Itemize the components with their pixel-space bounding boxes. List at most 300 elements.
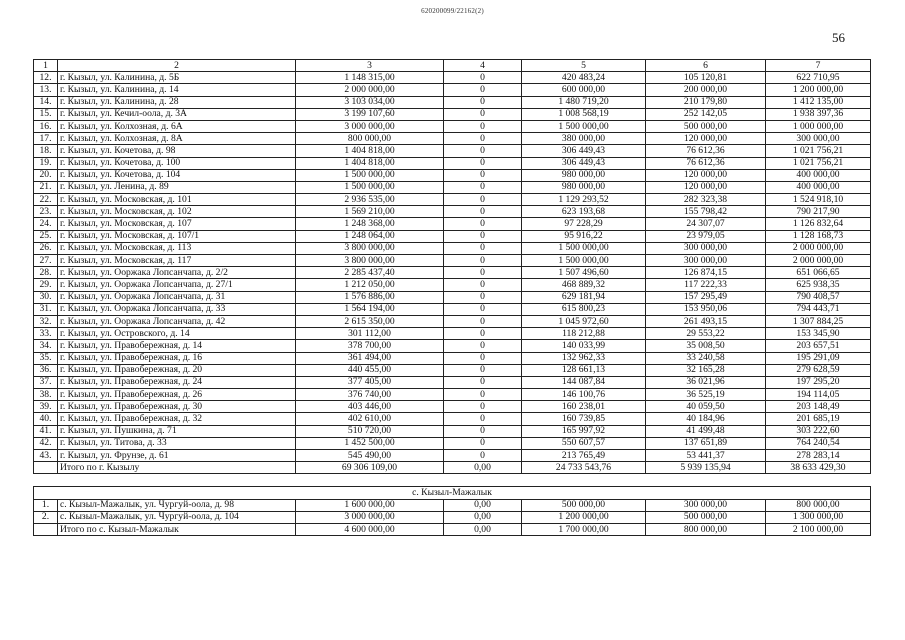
cell-col-7: 794 443,71 [766,303,871,315]
table-row [34,425,871,437]
cell-col-2: г. Кызыл, ул. Московская, д. 107/1 [58,230,296,242]
cell-col-6: 300 000,00 [646,255,766,267]
cell-col-6: 282 323,38 [646,194,766,206]
cell-col-7: 1 524 918,10 [766,194,871,206]
cell-col-2: г. Кызыл, ул. Правобережная, д. 30 [58,401,296,413]
cell-col-3: 1 564 194,00 [296,303,444,315]
cell-col-4: 0 [444,108,522,120]
section-title: с. Кызыл-Мажалык [34,487,871,499]
cell-col-2: г. Кызыл, ул. Московская, д. 107 [58,218,296,230]
cell-col-1: 12. [34,72,58,84]
cell-col-7: 203 148,49 [766,401,871,413]
cell-col-5: 132 962,33 [522,352,646,364]
spacer-row [34,474,871,487]
cell-col-7: 278 283,14 [766,450,871,462]
cell-col-6: 41 499,48 [646,425,766,437]
cell-col-4: 0 [444,352,522,364]
cell-col-3: 3 103 034,00 [296,96,444,108]
cell-col-2: г. Кызыл, ул. Кочетова, д. 104 [58,169,296,181]
document-id: 620200099/22162(2) [421,7,484,15]
cell-col-7: 651 066,65 [766,267,871,279]
cell-col-1: 41. [34,425,58,437]
cell-col-3: 4 600 000,00 [296,523,444,535]
cell-col-3: 440 455,00 [296,364,444,376]
cell-col-4: 0 [444,413,522,425]
cell-col-4: 0 [444,120,522,132]
cell-col-6: 300 000,00 [646,242,766,254]
table-row [34,401,871,413]
cell-col-3: 2 285 437,40 [296,267,444,279]
section-title-row [34,487,871,499]
cell-col-1: 25. [34,230,58,242]
cell-col-5: 1 480 719,20 [522,96,646,108]
cell-col-4: 0,00 [444,499,522,511]
cell-col-4: 0 [444,218,522,230]
cell-col-5: 623 193,68 [522,206,646,218]
cell-col-6: 155 798,42 [646,206,766,218]
cell-col-5: 1 500 000,00 [522,255,646,267]
cell-col-6: 40 059,50 [646,401,766,413]
cell-col-3: 800 000,00 [296,133,444,145]
cell-col-6: 500 000,00 [646,120,766,132]
cell-col-4: 0 [444,169,522,181]
cell-col-2: г. Кызыл, ул. Калинина, д. 28 [58,96,296,108]
total-row-mazhalyk [34,523,871,535]
cell-col-1: 14. [34,96,58,108]
table-row [34,108,871,120]
cell-col-7: 300 000,00 [766,133,871,145]
cell-col-6: 126 874,15 [646,267,766,279]
cell-col-7: 1 021 756,21 [766,145,871,157]
cell-col-4: 0 [444,267,522,279]
cell-col-1: 30. [34,291,58,303]
cell-col-1: 36. [34,364,58,376]
cell-col-7: 790 408,57 [766,291,871,303]
cell-col-1: 13. [34,84,58,96]
cell-col-6: 120 000,00 [646,181,766,193]
cell-col-5: 140 033,99 [522,340,646,352]
cell-col-5: 144 087,84 [522,376,646,388]
cell-col-5: 1 700 000,00 [522,523,646,535]
cell-col-1: 24. [34,218,58,230]
cell-col-4: 0 [444,194,522,206]
cell-col-7: 2 100 000,00 [766,523,871,535]
cell-col-5: 213 765,49 [522,450,646,462]
cell-col-6: 35 008,50 [646,340,766,352]
cell-col-3: 1 404 818,00 [296,157,444,169]
cell-col-7: 400 000,00 [766,169,871,181]
cell-col-2: г. Кызыл, ул. Ооржака Лопсанчапа, д. 27/1 [58,279,296,291]
cell-col-2: г. Кызыл, ул. Пушкина, д. 71 [58,425,296,437]
cell-col-6: 36 525,19 [646,389,766,401]
cell-col-1: 17. [34,133,58,145]
cell-col-1: 28. [34,267,58,279]
cell-col-2: г. Кызыл, ул. Ооржака Лопсанчапа, д. 2/2 [58,267,296,279]
cell-col-4: 0,00 [444,462,522,474]
cell-col-6: 252 142,05 [646,108,766,120]
cell-col-5: 468 889,32 [522,279,646,291]
cell-col-1: 34. [34,340,58,352]
page-number: 56 [832,30,845,45]
cell-col-5: 24 733 543,76 [522,462,646,474]
cell-col-7: 197 295,20 [766,376,871,388]
cell-col-2: г. Кызыл, ул. Московская, д. 101 [58,194,296,206]
table-row [34,255,871,267]
cell-col-2: г. Кызыл, ул. Колхозная, д. 8А [58,133,296,145]
cell-col-7: 764 240,54 [766,437,871,449]
table-row [34,145,871,157]
table-row [34,499,871,511]
budget-table [33,59,871,536]
cell-col-5: 306 449,43 [522,157,646,169]
cell-col-1: 38. [34,389,58,401]
cell-col-4: 0 [444,376,522,388]
table-row [34,303,871,315]
table-row [34,328,871,340]
cell-col-6: 500 000,00 [646,511,766,523]
cell-col-3: 301 112,00 [296,328,444,340]
table-row [34,242,871,254]
cell-col-2: г. Кызыл, ул. Титова, д. 33 [58,437,296,449]
cell-col-6: 76 612,36 [646,157,766,169]
cell-col-6: 33 240,58 [646,352,766,364]
cell-col-3: 2 936 535,00 [296,194,444,206]
cell-col-4: 0 [444,255,522,267]
cell-col-5: 1 045 972,60 [522,315,646,327]
cell-col-2: г. Кызыл, ул. Ооржака Лопсанчапа, д. 31 [58,291,296,303]
cell-col-4: 0 [444,145,522,157]
table-row [34,194,871,206]
cell-col-3: 1 500 000,00 [296,169,444,181]
cell-col-3: 2 615 350,00 [296,315,444,327]
cell-col-6: 53 441,37 [646,450,766,462]
cell-col-3: 376 740,00 [296,389,444,401]
cell-col-1: 19. [34,157,58,169]
table-row [34,352,871,364]
cell-col-6: 6 [646,60,766,72]
cell-col-6: 24 307,07 [646,218,766,230]
cell-col-7: 790 217,90 [766,206,871,218]
cell-col-6: 800 000,00 [646,523,766,535]
cell-col-5: 160 238,01 [522,401,646,413]
cell-col-7: 1 300 000,00 [766,511,871,523]
cell-col-5: 165 997,92 [522,425,646,437]
cell-col-3: 1 248 368,00 [296,218,444,230]
cell-col-6: 105 120,81 [646,72,766,84]
cell-col-7: 1 307 884,25 [766,315,871,327]
cell-col-4: 0,00 [444,523,522,535]
cell-col-3: 378 700,00 [296,340,444,352]
cell-col-7: 1 200 000,00 [766,84,871,96]
cell-col-7: 400 000,00 [766,181,871,193]
cell-col-7: 7 [766,60,871,72]
cell-col-3: 3 199 107,60 [296,108,444,120]
cell-col-7: 203 657,51 [766,340,871,352]
cell-col-2: с. Кызыл-Мажалык, ул. Чургуй-оола, д. 104 [58,511,296,523]
cell-col-3: 69 306 109,00 [296,462,444,474]
cell-col-4: 0 [444,425,522,437]
cell-col-6: 210 179,80 [646,96,766,108]
cell-col-1: 40. [34,413,58,425]
cell-col-5: 95 916,22 [522,230,646,242]
cell-col-4: 0 [444,437,522,449]
cell-col-6: 120 000,00 [646,133,766,145]
cell-col-5: 1 200 000,00 [522,511,646,523]
cell-col-4: 0 [444,133,522,145]
cell-col-1: 26. [34,242,58,254]
cell-col-2: г. Кызыл, ул. Фрунзе, д. 61 [58,450,296,462]
cell-col-5: 629 181,94 [522,291,646,303]
table-row [34,291,871,303]
cell-col-2: г. Кызыл, ул. Правобережная, д. 24 [58,376,296,388]
cell-col-5: 118 212,88 [522,328,646,340]
cell-col-1: 43. [34,450,58,462]
cell-col-6: 153 950,06 [646,303,766,315]
cell-col-2: г. Кызыл, ул. Островского, д. 14 [58,328,296,340]
cell-col-1: 29. [34,279,58,291]
cell-col-2: 2 [58,60,296,72]
table-row [34,157,871,169]
cell-col-7: 279 628,59 [766,364,871,376]
cell-col-3: 1 576 886,00 [296,291,444,303]
cell-col-5: 550 607,57 [522,437,646,449]
cell-col-7: 201 685,19 [766,413,871,425]
cell-col-4: 0 [444,401,522,413]
cell-col-5: 97 228,29 [522,218,646,230]
cell-col-6: 157 295,49 [646,291,766,303]
cell-col-1: 32. [34,315,58,327]
cell-col-3: 403 446,00 [296,401,444,413]
cell-col-2: г. Кызыл, ул. Правобережная, д. 20 [58,364,296,376]
cell-col-5: 980 000,00 [522,181,646,193]
table-row [34,169,871,181]
cell-col-2: г. Кызыл, ул. Кочетова, д. 98 [58,145,296,157]
cell-col-7: 622 710,95 [766,72,871,84]
cell-col-3: 1 148 315,00 [296,72,444,84]
cell-col-1: 15. [34,108,58,120]
cell-col-7: 1 126 832,64 [766,218,871,230]
cell-col-3: 510 720,00 [296,425,444,437]
cell-col-7: 1 128 168,73 [766,230,871,242]
cell-col-1: 2. [34,511,58,523]
cell-col-2: г. Кызыл, ул. Московская, д. 102 [58,206,296,218]
cell-col-4: 0,00 [444,511,522,523]
cell-col-5: 1 500 000,00 [522,242,646,254]
cell-col-4: 0 [444,450,522,462]
cell-col-7: 625 938,35 [766,279,871,291]
cell-col-1: 1 [34,60,58,72]
cell-col-6: 36 021,96 [646,376,766,388]
table-row [34,181,871,193]
total-row-kyzyl [34,462,871,474]
table-row [34,511,871,523]
cell-col-4: 0 [444,181,522,193]
cell-col-7: 153 345,90 [766,328,871,340]
table-row [34,450,871,462]
cell-col-5: 1 129 293,52 [522,194,646,206]
table-row [34,96,871,108]
cell-col-6: 40 184,96 [646,413,766,425]
cell-col-2: г. Кызыл, ул. Калинина, д. 14 [58,84,296,96]
cell-col-1: 33. [34,328,58,340]
cell-col-5: 306 449,43 [522,145,646,157]
cell-col-1 [34,462,58,474]
cell-col-4: 0 [444,206,522,218]
cell-col-4: 0 [444,364,522,376]
cell-col-3: 2 000 000,00 [296,84,444,96]
cell-col-6: 300 000,00 [646,499,766,511]
cell-col-4: 0 [444,72,522,84]
table-row [34,389,871,401]
cell-col-5: 615 800,23 [522,303,646,315]
cell-col-4: 0 [444,157,522,169]
cell-col-2: г. Кызыл, ул. Ооржака Лопсанчапа, д. 42 [58,315,296,327]
cell-col-7: 195 291,09 [766,352,871,364]
table-row [34,437,871,449]
cell-col-5: 600 000,00 [522,84,646,96]
cell-col-2: с. Кызыл-Мажалык, ул. Чургуй-оола, д. 98 [58,499,296,511]
spacer-cell [34,474,871,487]
cell-col-2: г. Кызыл, ул. Правобережная, д. 32 [58,413,296,425]
cell-col-1 [34,523,58,535]
cell-col-2: г. Кызыл, ул. Кочетова, д. 100 [58,157,296,169]
cell-col-5: 146 100,76 [522,389,646,401]
table-row [34,364,871,376]
cell-col-3: 1 600 000,00 [296,499,444,511]
table-row [34,376,871,388]
cell-col-1: 39. [34,401,58,413]
cell-col-5: 128 661,13 [522,364,646,376]
cell-col-1: 37. [34,376,58,388]
column-header-row [34,60,871,72]
cell-col-6: 5 939 135,94 [646,462,766,474]
cell-col-4: 4 [444,60,522,72]
cell-col-5: 160 739,85 [522,413,646,425]
cell-col-3: 377 405,00 [296,376,444,388]
cell-col-4: 0 [444,279,522,291]
cell-col-3: 1 212 050,00 [296,279,444,291]
table-row [34,218,871,230]
cell-col-5: 1 008 568,19 [522,108,646,120]
cell-col-4: 0 [444,230,522,242]
cell-col-2: г. Кызыл, ул. Московская, д. 117 [58,255,296,267]
cell-col-2: Итого по с. Кызыл-Мажалык [58,523,296,535]
cell-col-2: г. Кызыл, ул. Правобережная, д. 26 [58,389,296,401]
cell-col-7: 38 633 429,30 [766,462,871,474]
cell-col-1: 20. [34,169,58,181]
cell-col-7: 2 000 000,00 [766,255,871,267]
cell-col-7: 303 222,60 [766,425,871,437]
cell-col-5: 1 500 000,00 [522,120,646,132]
cell-col-1: 22. [34,194,58,206]
cell-col-6: 261 493,15 [646,315,766,327]
cell-col-3: 3 000 000,00 [296,120,444,132]
cell-col-6: 117 222,33 [646,279,766,291]
table-row [34,120,871,132]
cell-col-7: 2 000 000,00 [766,242,871,254]
cell-col-7: 1 412 135,00 [766,96,871,108]
table-row [34,206,871,218]
cell-col-3: 3 800 000,00 [296,242,444,254]
cell-col-7: 1 021 756,21 [766,157,871,169]
cell-col-3: 1 452 500,00 [296,437,444,449]
cell-col-2: г. Кызыл, ул. Калинина, д. 5Б [58,72,296,84]
cell-col-1: 18. [34,145,58,157]
cell-col-7: 1 938 397,36 [766,108,871,120]
cell-col-3: 402 610,00 [296,413,444,425]
table-row [34,315,871,327]
cell-col-4: 0 [444,96,522,108]
cell-col-6: 200 000,00 [646,84,766,96]
cell-col-1: 16. [34,120,58,132]
cell-col-7: 800 000,00 [766,499,871,511]
cell-col-3: 545 490,00 [296,450,444,462]
cell-col-1: 31. [34,303,58,315]
cell-col-5: 1 507 496,60 [522,267,646,279]
cell-col-4: 0 [444,84,522,96]
cell-col-3: 1 404 818,00 [296,145,444,157]
table-row [34,72,871,84]
cell-col-4: 0 [444,328,522,340]
cell-col-2: г. Кызыл, ул. Правобережная, д. 16 [58,352,296,364]
table-row [34,340,871,352]
table-row [34,413,871,425]
cell-col-1: 23. [34,206,58,218]
cell-col-5: 380 000,00 [522,133,646,145]
cell-col-4: 0 [444,340,522,352]
cell-col-1: 21. [34,181,58,193]
cell-col-4: 0 [444,315,522,327]
table-row [34,84,871,96]
cell-col-2: г. Кызыл, ул. Ооржака Лопсанчапа, д. 33 [58,303,296,315]
cell-col-5: 420 483,24 [522,72,646,84]
cell-col-2: г. Кызыл, ул. Ленина, д. 89 [58,181,296,193]
cell-col-2: г. Кызыл, ул. Кечил-оола, д. 3А [58,108,296,120]
cell-col-2: г. Кызыл, ул. Московская, д. 113 [58,242,296,254]
cell-col-4: 0 [444,389,522,401]
cell-col-2: Итого по г. Кызылу [58,462,296,474]
table-row [34,133,871,145]
cell-col-4: 0 [444,303,522,315]
cell-col-1: 1. [34,499,58,511]
cell-col-5: 5 [522,60,646,72]
cell-col-3: 1 248 064,00 [296,230,444,242]
cell-col-5: 500 000,00 [522,499,646,511]
cell-col-1: 27. [34,255,58,267]
cell-col-4: 0 [444,242,522,254]
cell-col-6: 76 612,36 [646,145,766,157]
cell-col-3: 1 569 210,00 [296,206,444,218]
cell-col-6: 23 979,05 [646,230,766,242]
cell-col-3: 3 800 000,00 [296,255,444,267]
cell-col-5: 980 000,00 [522,169,646,181]
cell-col-7: 1 000 000,00 [766,120,871,132]
cell-col-1: 42. [34,437,58,449]
table-row [34,230,871,242]
cell-col-6: 137 651,89 [646,437,766,449]
cell-col-3: 3 000 000,00 [296,511,444,523]
cell-col-3: 361 494,00 [296,352,444,364]
table-row [34,279,871,291]
cell-col-6: 120 000,00 [646,169,766,181]
cell-col-3: 1 500 000,00 [296,181,444,193]
cell-col-3: 3 [296,60,444,72]
cell-col-6: 32 165,28 [646,364,766,376]
cell-col-2: г. Кызыл, ул. Колхозная, д. 6А [58,120,296,132]
cell-col-4: 0 [444,291,522,303]
cell-col-1: 35. [34,352,58,364]
cell-col-7: 194 114,05 [766,389,871,401]
